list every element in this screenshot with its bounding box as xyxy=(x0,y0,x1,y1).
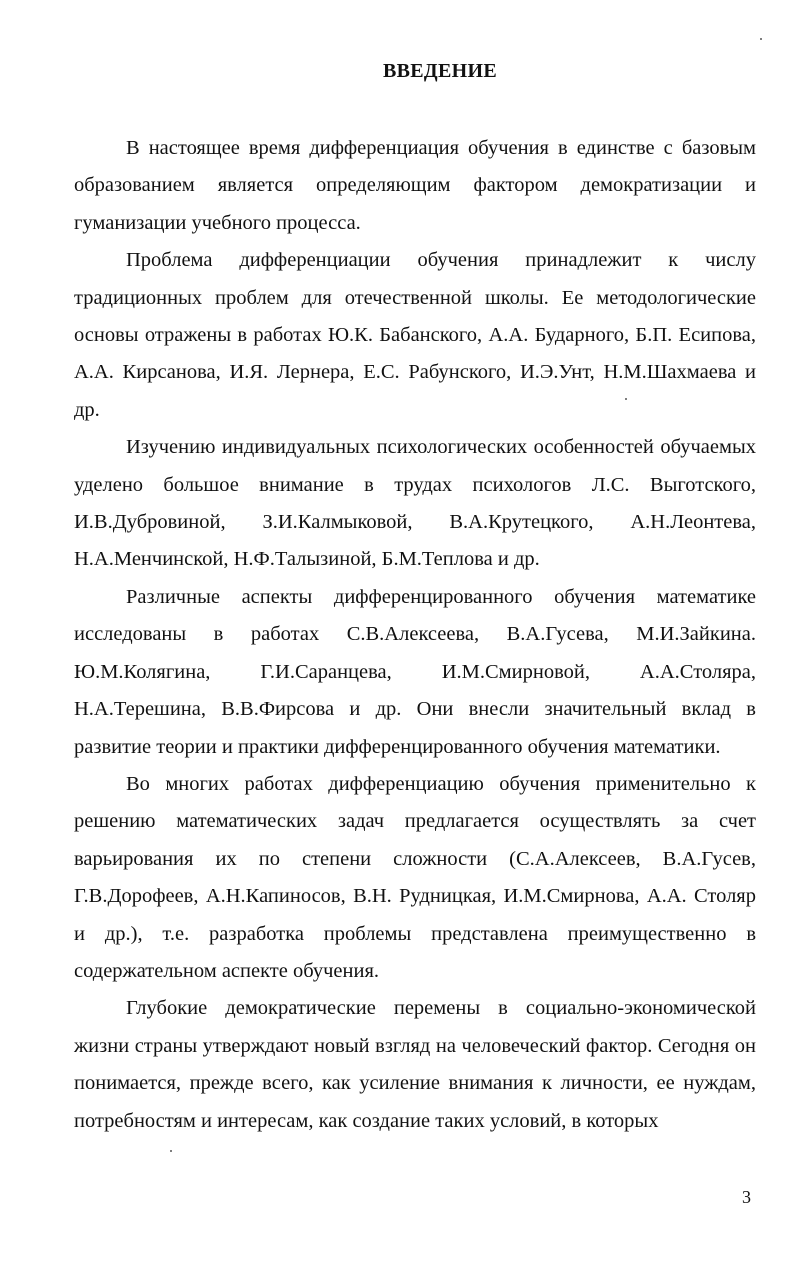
scan-speck xyxy=(760,38,762,40)
scan-speck xyxy=(170,1150,172,1152)
paragraph-1: В настоящее время дифференциация обучения в единстве с базовым образованием является определяющим фактором демократизации и гуманизации учебного процесса. xyxy=(74,137,756,234)
paragraph-5: Во многих работах дифференциацию обучения применительно к решению математических задач предлагается осуществлять за счет варьирования их по степени сложности (С.А.Алексеев, В.А.Гусев, Г.В.Дорофеев, А.Н.Капиносов, В.Н. Рудницкая, И.М.Смирнова, А.А. Столяр и др.), т.е. разработка проблемы представлена преимущественно в содержательном аспекте обучения. xyxy=(74,772,756,982)
paragraph-6: Глубокие демократические перемены в социально-экономической жизни страны утверждают новый взгляд на человеческий фактор. Сегодня он понимается, прежде всего, как усиление внимания к личности, ее нуждам, потребностям и интересам, как создание таких условий, в которых xyxy=(74,997,756,1132)
paragraph-3: Изучению индивидуальных психологических особенностей обучаемых уделено большое внимание в трудах психологов Л.С. Выготского, И.В.Дубровиной, З.И.Калмыковой, В.А.Крутецкого, А.Н.Леонтева, Н.А.Менчинской, Н.Ф.Талызиной, Б.М.Теплова и др. xyxy=(74,436,756,571)
paragraph-4: Различные аспекты дифференцированного обучения математике исследованы в работах С.В.Алексеева, В.А.Гусева, М.И.Зайкина. Ю.М.Колягина, Г.И.Саранцева, И.М.Смирновой, А.А.Столяра, Н.А.Терешина, В.В.Фирсова и др. Они внесли значительный вклад в развитие теории и практики дифференцированного обучения математики. xyxy=(74,585,756,758)
scan-speck xyxy=(625,398,627,400)
paragraph-2: Проблема дифференциации обучения принадлежит к числу традиционных проблем для отечественной школы. Ее методологические основы отражены в работах Ю.К. Бабанского, А.А. Бударного, Б.П. Есипова, А.А. Кирсанова, И.Я. Лернера, Е.С. Рабунского, И.Э.Унт, Н.М.Шахмаева и др. xyxy=(74,249,756,421)
document-body xyxy=(74,130,756,1140)
page-title: ВВЕДЕНИЕ xyxy=(383,60,497,82)
page-number: 3 xyxy=(742,1187,751,1207)
